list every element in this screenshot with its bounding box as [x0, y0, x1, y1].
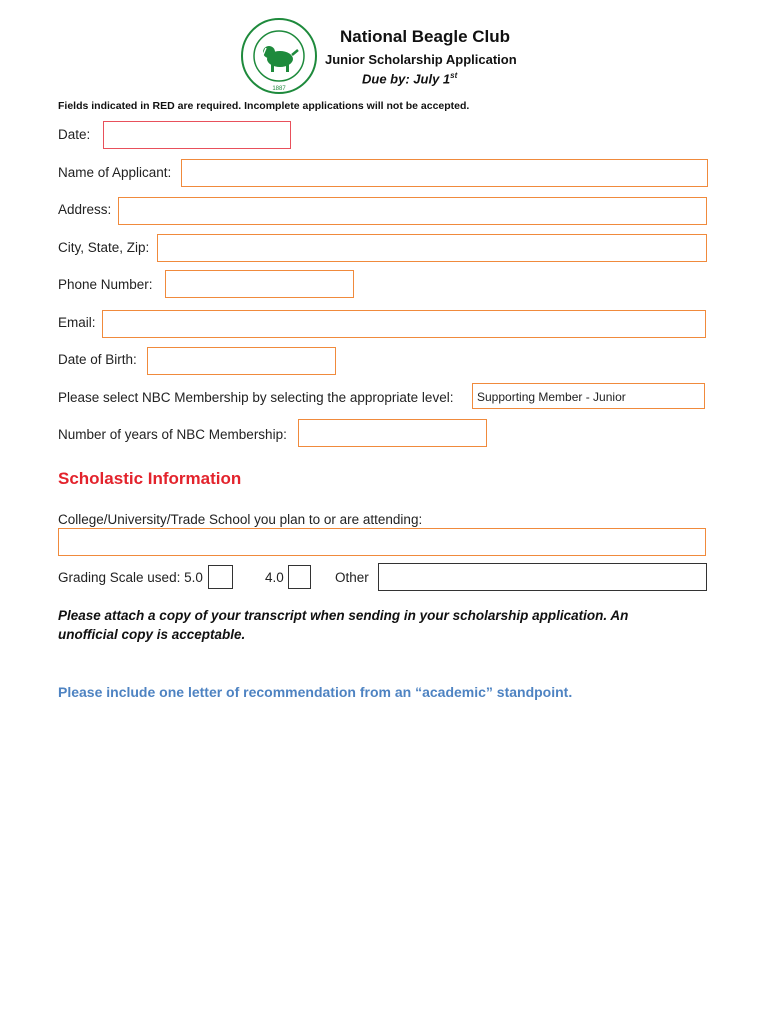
dob-label: Date of Birth:	[58, 352, 137, 367]
due-date-text: Due by: July 1	[362, 71, 451, 87]
school-label: College/University/Trade School you plan to or are attending:	[58, 512, 423, 527]
membership-select[interactable]	[472, 383, 705, 409]
grading-other-field[interactable]	[378, 563, 707, 591]
grading-5-checkbox[interactable]	[208, 565, 233, 589]
name-input[interactable]	[182, 160, 707, 186]
school-field[interactable]	[58, 528, 706, 556]
page-subtitle: Junior Scholarship Application	[325, 52, 517, 67]
club-logo-icon	[240, 17, 318, 95]
membership-selected-value: Supporting Member - Junior	[477, 390, 626, 404]
address-label: Address:	[58, 202, 112, 217]
grading-scale-label: Grading Scale used: 5.0	[58, 570, 203, 585]
years-label: Number of years of NBC Membership:	[58, 427, 287, 442]
required-notice: Fields indicated in RED are required. Incomplete applications will not be accepted.	[58, 100, 470, 112]
address-field[interactable]	[118, 197, 707, 225]
grading-4-label: 4.0	[265, 570, 284, 585]
logo-year: 1887	[272, 86, 286, 92]
scholastic-heading: Scholastic Information	[58, 469, 242, 488]
grading-4-checkbox[interactable]	[288, 565, 311, 589]
grading-other-label: Other	[335, 570, 369, 585]
city-state-zip-input[interactable]	[158, 235, 706, 261]
dob-input[interactable]	[148, 348, 335, 374]
phone-input[interactable]	[166, 271, 353, 297]
email-label: Email:	[58, 315, 96, 330]
due-date	[362, 71, 457, 86]
city-state-zip-field[interactable]	[157, 234, 707, 262]
phone-field[interactable]	[165, 270, 354, 298]
membership-label: Please select NBC Membership by selecting the appropriate level:	[58, 390, 454, 405]
page-title: National Beagle Club	[340, 27, 511, 46]
date-label: Date:	[58, 127, 91, 142]
city-state-zip-label: City, State, Zip:	[58, 240, 150, 255]
date-input[interactable]	[104, 122, 290, 148]
dob-field[interactable]	[147, 347, 336, 375]
due-date-suffix: st	[450, 71, 458, 80]
date-field[interactable]	[103, 121, 291, 149]
transcript-note: Please attach a copy of your transcript when sending in your scholarship application. An unofficial copy is acceptable.	[58, 608, 629, 642]
email-input[interactable]	[103, 311, 705, 337]
grading-other-input[interactable]	[379, 564, 706, 590]
address-input[interactable]	[119, 198, 706, 224]
years-input[interactable]	[299, 420, 486, 446]
school-input[interactable]	[59, 529, 705, 555]
name-label: Name of Applicant:	[58, 165, 172, 180]
email-field[interactable]	[102, 310, 706, 338]
phone-label: Phone Number:	[58, 277, 153, 292]
name-field[interactable]	[181, 159, 708, 187]
years-field[interactable]	[298, 419, 487, 447]
recommendation-note: Please include one letter of recommendation from an “academic” standpoint.	[58, 684, 573, 700]
